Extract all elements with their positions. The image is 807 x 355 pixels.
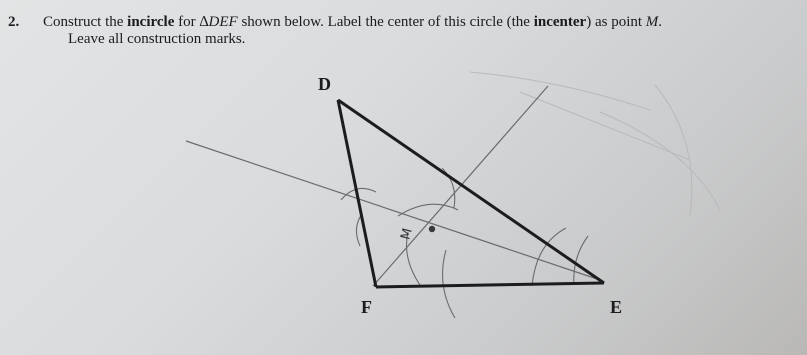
instruction-text-d: ) as point [586,14,646,30]
vertex-label-e: E [610,297,623,317]
triangle-name: DEF [208,14,238,30]
term-incenter: incenter [533,14,587,30]
bisector-to-left [186,141,603,281]
side-de [338,100,604,283]
side-fe [376,283,604,287]
arc-7 [574,236,588,285]
vertex-label-f: F [361,297,372,317]
construction-arcs [341,168,588,318]
instruction-text-b: for ∆ [174,14,209,30]
incenter-label: M [398,226,416,242]
instruction-text-end: . [658,14,663,30]
problem-subinstruction: Leave all construction marks. [68,31,246,47]
faint-construction-marks [470,72,720,215]
incenter-point [429,226,435,232]
vertex-label-d: D [318,74,331,94]
instruction-text-a: Construct the [43,14,128,30]
problem-number: 2. [8,14,20,30]
instruction-text-c: shown below. Label the center of this circle (the [237,14,534,30]
triangle-def [338,100,604,287]
construction-lines [186,86,603,286]
arc-5 [443,250,455,318]
term-incircle: incircle [127,14,175,30]
point-name: M [645,14,659,30]
arc-2 [398,204,458,216]
